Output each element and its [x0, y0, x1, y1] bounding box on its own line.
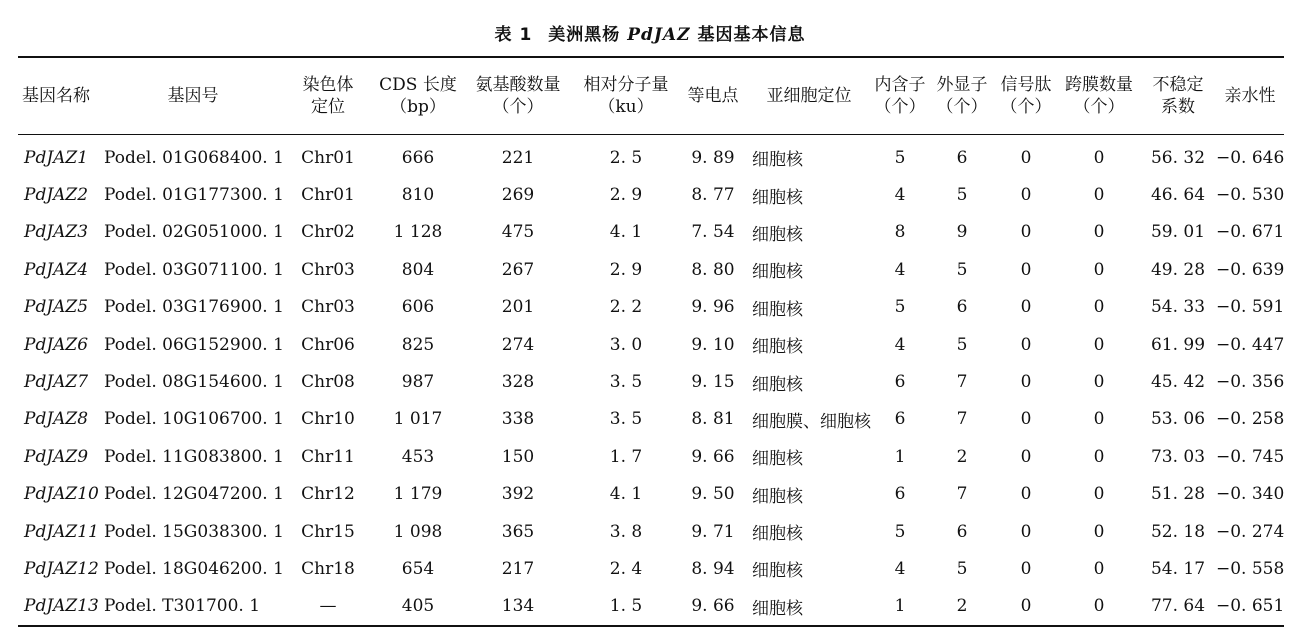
cell-transmembrane: 0	[1093, 596, 1105, 617]
cell-gene-id: Podel. 01G177300. 1	[104, 185, 284, 206]
cell-cds-length: 804	[401, 259, 435, 280]
cell-molecular-weight: 2. 5	[609, 147, 643, 168]
cell-exon: 6	[956, 297, 968, 318]
cell-amino-acids: 217	[501, 558, 535, 579]
cell-instability: 49. 28	[1150, 259, 1206, 280]
cell-isoelectric-point: 8. 77	[691, 185, 735, 206]
cell-chromosome: Chr10	[301, 409, 355, 430]
cell-hydrophilicity: −0. 646	[1216, 147, 1285, 168]
cell-exon: 2	[956, 446, 968, 467]
cell-signal-peptide: 0	[1020, 259, 1032, 280]
table-row	[18, 251, 1284, 288]
cell-transmembrane: 0	[1093, 297, 1105, 318]
cell-molecular-weight: 3. 5	[609, 409, 643, 430]
cell-amino-acids: 392	[501, 484, 535, 505]
header-gene-id: 基因号	[104, 57, 282, 135]
cell-isoelectric-point: 9. 66	[691, 596, 735, 617]
cell-gene-id: Podel. 12G047200. 1	[104, 484, 284, 505]
cell-instability: 51. 28	[1150, 484, 1206, 505]
cell-isoelectric-point: 9. 96	[691, 297, 735, 318]
cell-gene-id: Podel. 01G068400. 1	[104, 147, 284, 168]
cell-amino-acids: 150	[501, 446, 535, 467]
table-caption	[0, 20, 1300, 45]
header-chromosome: 染色体 定位	[282, 57, 374, 135]
caption-title-prefix: 美洲黑杨	[548, 25, 621, 45]
cell-gene-id: Podel. T301700. 1	[104, 596, 261, 617]
cell-gene-name: PdJAZ1	[24, 147, 89, 168]
table-row	[18, 513, 1284, 550]
cell-transmembrane: 0	[1093, 147, 1105, 168]
cell-instability: 77. 64	[1150, 596, 1206, 617]
table-row	[18, 176, 1284, 213]
cell-exon: 6	[956, 147, 968, 168]
cell-subcellular-location: 细胞核	[752, 337, 803, 358]
header-instability: 不稳定 系数	[1140, 57, 1216, 135]
cell-gene-name: PdJAZ4	[24, 259, 89, 280]
cell-gene-name: PdJAZ2	[24, 185, 89, 206]
cell-instability: 52. 18	[1150, 521, 1206, 542]
cell-signal-peptide: 0	[1020, 446, 1032, 467]
cell-chromosome: Chr01	[301, 147, 355, 168]
cell-gene-name: PdJAZ5	[24, 297, 89, 318]
gene-info-table	[18, 56, 1284, 627]
table-row	[18, 588, 1284, 626]
cell-molecular-weight: 3. 0	[609, 334, 643, 355]
cell-isoelectric-point: 9. 66	[691, 446, 735, 467]
cell-subcellular-location: 细胞核	[752, 262, 803, 283]
cell-chromosome: Chr01	[301, 185, 355, 206]
table-row	[18, 326, 1284, 363]
cell-chromosome: Chr06	[301, 334, 355, 355]
table-row	[18, 401, 1284, 438]
cell-hydrophilicity: −0. 591	[1216, 297, 1285, 318]
cell-instability: 61. 99	[1150, 334, 1206, 355]
cell-signal-peptide: 0	[1020, 334, 1032, 355]
cell-gene-id: Podel. 15G038300. 1	[104, 521, 284, 542]
cell-cds-length: 1 179	[393, 484, 443, 505]
cell-signal-peptide: 0	[1020, 185, 1032, 206]
cell-hydrophilicity: −0. 530	[1216, 185, 1285, 206]
cell-transmembrane: 0	[1093, 222, 1105, 243]
cell-instability: 45. 42	[1150, 372, 1206, 393]
cell-molecular-weight: 2. 9	[609, 259, 643, 280]
cell-isoelectric-point: 9. 89	[691, 147, 735, 168]
table-row	[18, 214, 1284, 251]
cell-intron: 1	[894, 446, 906, 467]
cell-chromosome: Chr02	[301, 222, 355, 243]
cell-cds-length: 987	[401, 372, 435, 393]
cell-instability: 73. 03	[1150, 446, 1206, 467]
cell-isoelectric-point: 8. 81	[691, 409, 735, 430]
cell-gene-id: Podel. 03G176900. 1	[104, 297, 284, 318]
cell-chromosome: —	[319, 596, 337, 617]
cell-subcellular-location: 细胞核	[752, 561, 803, 582]
cell-intron: 6	[894, 484, 906, 505]
cell-signal-peptide: 0	[1020, 596, 1032, 617]
cell-exon: 5	[956, 334, 968, 355]
cell-amino-acids: 201	[501, 297, 535, 318]
cell-chromosome: Chr15	[301, 521, 355, 542]
cell-amino-acids: 134	[501, 596, 535, 617]
cell-instability: 56. 32	[1150, 147, 1206, 168]
cell-subcellular-location: 细胞核	[752, 524, 803, 545]
cell-gene-id: Podel. 18G046200. 1	[104, 558, 284, 579]
cell-gene-id: Podel. 06G152900. 1	[104, 334, 284, 355]
header-exon: 外显子 （个）	[930, 57, 994, 135]
table-row	[18, 476, 1284, 513]
cell-exon: 7	[956, 372, 968, 393]
header-intron: 内含子 （个）	[870, 57, 930, 135]
cell-gene-name: PdJAZ7	[24, 372, 89, 393]
cell-gene-name: PdJAZ9	[24, 446, 89, 467]
table-row	[18, 135, 1284, 177]
cell-signal-peptide: 0	[1020, 484, 1032, 505]
cell-cds-length: 825	[401, 334, 435, 355]
cell-exon: 5	[956, 185, 968, 206]
header-gene-name: 基因名称	[18, 57, 104, 135]
cell-amino-acids: 274	[501, 334, 535, 355]
table-row	[18, 363, 1284, 400]
header-subcellular-location: 亚细胞定位	[748, 57, 870, 135]
cell-chromosome: Chr03	[301, 259, 355, 280]
cell-amino-acids: 365	[501, 521, 535, 542]
caption-label: 表 1	[494, 25, 533, 45]
cell-transmembrane: 0	[1093, 484, 1105, 505]
cell-cds-length: 606	[401, 297, 435, 318]
cell-transmembrane: 0	[1093, 521, 1105, 542]
header-isoelectric-point: 等电点	[678, 57, 748, 135]
cell-hydrophilicity: −0. 745	[1216, 446, 1285, 467]
cell-transmembrane: 0	[1093, 558, 1105, 579]
caption-title-gene: PdJAZ	[627, 25, 691, 45]
cell-signal-peptide: 0	[1020, 222, 1032, 243]
cell-instability: 59. 01	[1150, 222, 1206, 243]
cell-signal-peptide: 0	[1020, 558, 1032, 579]
cell-intron: 8	[894, 222, 906, 243]
cell-cds-length: 810	[401, 185, 435, 206]
cell-transmembrane: 0	[1093, 446, 1105, 467]
cell-molecular-weight: 3. 8	[609, 521, 643, 542]
cell-gene-id: Podel. 11G083800. 1	[104, 446, 284, 467]
table-row	[18, 438, 1284, 475]
cell-gene-name: PdJAZ12	[24, 558, 99, 579]
cell-intron: 4	[894, 558, 906, 579]
cell-hydrophilicity: −0. 671	[1216, 222, 1285, 243]
cell-amino-acids: 338	[501, 409, 535, 430]
table-body	[18, 135, 1284, 627]
table-header-row	[18, 57, 1284, 135]
cell-cds-length: 654	[401, 558, 435, 579]
cell-exon: 5	[956, 558, 968, 579]
cell-intron: 5	[894, 297, 906, 318]
header-cds-length: CDS 长度 （bp）	[374, 57, 462, 135]
cell-transmembrane: 0	[1093, 409, 1105, 430]
cell-subcellular-location: 细胞核	[752, 486, 803, 507]
header-signal-peptide: 信号肽 （个）	[994, 57, 1058, 135]
cell-intron: 4	[894, 334, 906, 355]
cell-molecular-weight: 2. 4	[609, 558, 643, 579]
table-row	[18, 289, 1284, 326]
cell-subcellular-location: 细胞膜、细胞核	[752, 411, 871, 432]
header-transmembrane: 跨膜数量 （个）	[1058, 57, 1140, 135]
cell-subcellular-location: 细胞核	[752, 598, 803, 619]
cell-molecular-weight: 4. 1	[609, 484, 643, 505]
cell-intron: 4	[894, 259, 906, 280]
cell-gene-name: PdJAZ11	[24, 521, 99, 542]
cell-gene-id: Podel. 02G051000. 1	[104, 222, 284, 243]
cell-amino-acids: 267	[501, 259, 535, 280]
cell-chromosome: Chr03	[301, 297, 355, 318]
cell-hydrophilicity: −0. 356	[1216, 372, 1285, 393]
cell-isoelectric-point: 8. 80	[691, 259, 735, 280]
cell-gene-id: Podel. 10G106700. 1	[104, 409, 284, 430]
cell-chromosome: Chr18	[301, 558, 355, 579]
cell-signal-peptide: 0	[1020, 521, 1032, 542]
cell-cds-length: 453	[401, 446, 435, 467]
cell-gene-name: PdJAZ10	[24, 484, 99, 505]
cell-exon: 9	[956, 222, 968, 243]
cell-molecular-weight: 1. 5	[609, 596, 643, 617]
cell-cds-length: 405	[401, 596, 435, 617]
cell-intron: 6	[894, 409, 906, 430]
cell-cds-length: 1 098	[393, 521, 443, 542]
cell-hydrophilicity: −0. 447	[1216, 334, 1285, 355]
cell-chromosome: Chr12	[301, 484, 355, 505]
cell-isoelectric-point: 9. 71	[691, 521, 735, 542]
cell-amino-acids: 328	[501, 372, 535, 393]
cell-hydrophilicity: −0. 651	[1216, 596, 1285, 617]
cell-exon: 7	[956, 409, 968, 430]
cell-gene-name: PdJAZ8	[24, 409, 89, 430]
cell-signal-peptide: 0	[1020, 409, 1032, 430]
cell-hydrophilicity: −0. 340	[1216, 484, 1285, 505]
cell-subcellular-location: 细胞核	[752, 374, 803, 395]
cell-intron: 5	[894, 521, 906, 542]
cell-transmembrane: 0	[1093, 185, 1105, 206]
cell-chromosome: Chr08	[301, 372, 355, 393]
cell-instability: 54. 17	[1150, 558, 1206, 579]
cell-subcellular-location: 细胞核	[752, 224, 803, 245]
cell-chromosome: Chr11	[301, 446, 355, 467]
cell-cds-length: 666	[401, 147, 435, 168]
cell-transmembrane: 0	[1093, 259, 1105, 280]
cell-molecular-weight: 4. 1	[609, 222, 643, 243]
cell-hydrophilicity: −0. 258	[1216, 409, 1285, 430]
cell-subcellular-location: 细胞核	[752, 150, 803, 171]
cell-hydrophilicity: −0. 639	[1216, 259, 1285, 280]
cell-molecular-weight: 3. 5	[609, 372, 643, 393]
cell-exon: 7	[956, 484, 968, 505]
cell-exon: 2	[956, 596, 968, 617]
cell-amino-acids: 475	[501, 222, 535, 243]
cell-isoelectric-point: 9. 10	[691, 334, 735, 355]
cell-signal-peptide: 0	[1020, 297, 1032, 318]
cell-intron: 5	[894, 147, 906, 168]
cell-isoelectric-point: 8. 94	[691, 558, 735, 579]
cell-cds-length: 1 128	[393, 222, 443, 243]
cell-cds-length: 1 017	[393, 409, 443, 430]
header-hydrophilicity: 亲水性	[1216, 57, 1284, 135]
cell-exon: 5	[956, 259, 968, 280]
cell-amino-acids: 221	[501, 147, 535, 168]
header-amino-acids: 氨基酸数量 （个）	[462, 57, 574, 135]
cell-instability: 46. 64	[1150, 185, 1206, 206]
cell-gene-name: PdJAZ3	[24, 222, 89, 243]
cell-transmembrane: 0	[1093, 372, 1105, 393]
cell-intron: 1	[894, 596, 906, 617]
cell-exon: 6	[956, 521, 968, 542]
cell-gene-id: Podel. 08G154600. 1	[104, 372, 284, 393]
cell-transmembrane: 0	[1093, 334, 1105, 355]
cell-subcellular-location: 细胞核	[752, 187, 803, 208]
header-molecular-weight: 相对分子量 （ku）	[574, 57, 678, 135]
cell-gene-name: PdJAZ6	[24, 334, 89, 355]
cell-isoelectric-point: 9. 15	[691, 372, 735, 393]
cell-signal-peptide: 0	[1020, 372, 1032, 393]
cell-instability: 54. 33	[1150, 297, 1206, 318]
cell-molecular-weight: 2. 2	[609, 297, 643, 318]
cell-intron: 6	[894, 372, 906, 393]
cell-molecular-weight: 1. 7	[609, 446, 643, 467]
cell-instability: 53. 06	[1150, 409, 1206, 430]
cell-isoelectric-point: 9. 50	[691, 484, 735, 505]
cell-molecular-weight: 2. 9	[609, 185, 643, 206]
table-row	[18, 550, 1284, 587]
cell-subcellular-location: 细胞核	[752, 299, 803, 320]
cell-hydrophilicity: −0. 558	[1216, 558, 1285, 579]
caption-title-suffix: 基因基本信息	[697, 25, 806, 45]
cell-intron: 4	[894, 185, 906, 206]
cell-signal-peptide: 0	[1020, 147, 1032, 168]
cell-gene-id: Podel. 03G071100. 1	[104, 259, 284, 280]
cell-gene-name: PdJAZ13	[24, 596, 99, 617]
cell-hydrophilicity: −0. 274	[1216, 521, 1285, 542]
cell-subcellular-location: 细胞核	[752, 449, 803, 470]
cell-amino-acids: 269	[501, 185, 535, 206]
cell-isoelectric-point: 7. 54	[691, 222, 735, 243]
